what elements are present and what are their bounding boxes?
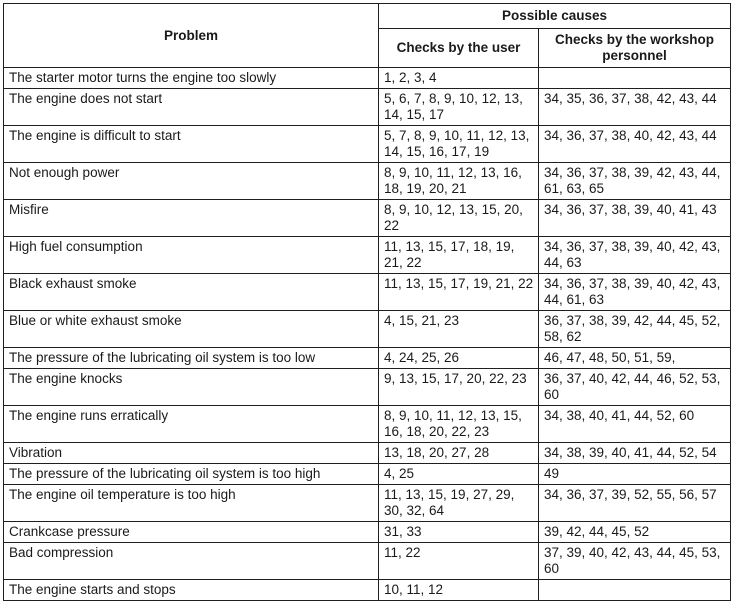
workshop-checks-cell: 34, 38, 39, 40, 41, 44, 52, 54 bbox=[539, 443, 731, 464]
problem-cell: Vibration bbox=[4, 443, 379, 464]
table-row bbox=[4, 522, 731, 543]
user-checks-column-header: Checks by the user bbox=[379, 29, 539, 68]
problem-cell: Misfire bbox=[4, 200, 379, 237]
table-row bbox=[4, 311, 731, 348]
user-checks-cell: 5, 7, 8, 9, 10, 11, 12, 13, 14, 15, 16, 17, 19 bbox=[379, 126, 539, 163]
problem-cell: The engine oil temperature is too high bbox=[4, 485, 379, 522]
table-row bbox=[4, 464, 731, 485]
workshop-checks-cell: 39, 42, 44, 45, 52 bbox=[539, 522, 731, 543]
problem-cell: Not enough power bbox=[4, 163, 379, 200]
workshop-checks-cell: 34, 36, 37, 38, 40, 42, 43, 44 bbox=[539, 126, 731, 163]
problem-cell: The engine starts and stops bbox=[4, 580, 379, 601]
user-checks-cell: 13, 18, 20, 27, 28 bbox=[379, 443, 539, 464]
problem-cell: The engine knocks bbox=[4, 369, 379, 406]
table-row bbox=[4, 485, 731, 522]
problem-cell: Blue or white exhaust smoke bbox=[4, 311, 379, 348]
header-row-top bbox=[4, 4, 731, 29]
user-checks-cell: 8, 9, 10, 12, 13, 15, 20, 22 bbox=[379, 200, 539, 237]
user-checks-cell: 4, 25 bbox=[379, 464, 539, 485]
table-row bbox=[4, 200, 731, 237]
workshop-checks-cell: 34, 35, 36, 37, 38, 42, 43, 44 bbox=[539, 89, 731, 126]
workshop-checks-column-header: Checks by the workshop personnel bbox=[539, 29, 731, 68]
table-row bbox=[4, 126, 731, 163]
user-checks-cell: 10, 11, 12 bbox=[379, 580, 539, 601]
workshop-checks-cell: 49 bbox=[539, 464, 731, 485]
workshop-checks-cell: 34, 36, 37, 38, 39, 40, 41, 43 bbox=[539, 200, 731, 237]
problem-cell: The pressure of the lubricating oil system is too high bbox=[4, 464, 379, 485]
workshop-checks-cell bbox=[539, 580, 731, 601]
user-checks-cell: 11, 13, 15, 17, 19, 21, 22 bbox=[379, 274, 539, 311]
workshop-checks-cell: 34, 36, 37, 38, 39, 40, 42, 43, 44, 61, 63 bbox=[539, 274, 731, 311]
workshop-checks-cell: 46, 47, 48, 50, 51, 59, bbox=[539, 348, 731, 369]
problem-cell: High fuel consumption bbox=[4, 237, 379, 274]
workshop-checks-cell: 34, 36, 37, 39, 52, 55, 56, 57 bbox=[539, 485, 731, 522]
problem-cell: Black exhaust smoke bbox=[4, 274, 379, 311]
table-row bbox=[4, 369, 731, 406]
possible-causes-header: Possible causes bbox=[379, 4, 731, 29]
troubleshooting-table bbox=[3, 3, 731, 601]
table-row bbox=[4, 348, 731, 369]
problem-cell: Crankcase pressure bbox=[4, 522, 379, 543]
problem-cell: The engine is difficult to start bbox=[4, 126, 379, 163]
user-checks-cell: 11, 13, 15, 17, 18, 19, 21, 22 bbox=[379, 237, 539, 274]
problem-cell: The starter motor turns the engine too slowly bbox=[4, 68, 379, 89]
table-row bbox=[4, 237, 731, 274]
user-checks-cell: 5, 6, 7, 8, 9, 10, 12, 13, 14, 15, 17 bbox=[379, 89, 539, 126]
user-checks-cell: 8, 9, 10, 11, 12, 13, 15, 16, 18, 20, 22, 23 bbox=[379, 406, 539, 443]
problem-cell: The engine does not start bbox=[4, 89, 379, 126]
table-row bbox=[4, 89, 731, 126]
user-checks-cell: 1, 2, 3, 4 bbox=[379, 68, 539, 89]
workshop-checks-cell: 34, 36, 37, 38, 39, 42, 43, 44, 61, 63, 65 bbox=[539, 163, 731, 200]
workshop-checks-cell: 36, 37, 38, 39, 42, 44, 45, 52, 58, 62 bbox=[539, 311, 731, 348]
problem-cell: The pressure of the lubricating oil system is too low bbox=[4, 348, 379, 369]
workshop-checks-cell: 34, 36, 37, 38, 39, 40, 42, 43, 44, 63 bbox=[539, 237, 731, 274]
workshop-checks-cell: 36, 37, 40, 42, 44, 46, 52, 53, 60 bbox=[539, 369, 731, 406]
table-row bbox=[4, 543, 731, 580]
workshop-checks-cell: 37, 39, 40, 42, 43, 44, 45, 53, 60 bbox=[539, 543, 731, 580]
table-row bbox=[4, 163, 731, 200]
table-row bbox=[4, 274, 731, 311]
table-row bbox=[4, 68, 731, 89]
user-checks-cell: 31, 33 bbox=[379, 522, 539, 543]
table-row bbox=[4, 406, 731, 443]
user-checks-cell: 11, 13, 15, 19, 27, 29, 30, 32, 64 bbox=[379, 485, 539, 522]
workshop-checks-cell bbox=[539, 68, 731, 89]
problem-cell: The engine runs erratically bbox=[4, 406, 379, 443]
table-row bbox=[4, 443, 731, 464]
user-checks-cell: 8, 9, 10, 11, 12, 13, 16, 18, 19, 20, 21 bbox=[379, 163, 539, 200]
table-row bbox=[4, 580, 731, 601]
workshop-checks-cell: 34, 38, 40, 41, 44, 52, 60 bbox=[539, 406, 731, 443]
problem-column-header: Problem bbox=[4, 4, 379, 68]
user-checks-cell: 9, 13, 15, 17, 20, 22, 23 bbox=[379, 369, 539, 406]
user-checks-cell: 4, 15, 21, 23 bbox=[379, 311, 539, 348]
problem-cell: Bad compression bbox=[4, 543, 379, 580]
user-checks-cell: 11, 22 bbox=[379, 543, 539, 580]
user-checks-cell: 4, 24, 25, 26 bbox=[379, 348, 539, 369]
